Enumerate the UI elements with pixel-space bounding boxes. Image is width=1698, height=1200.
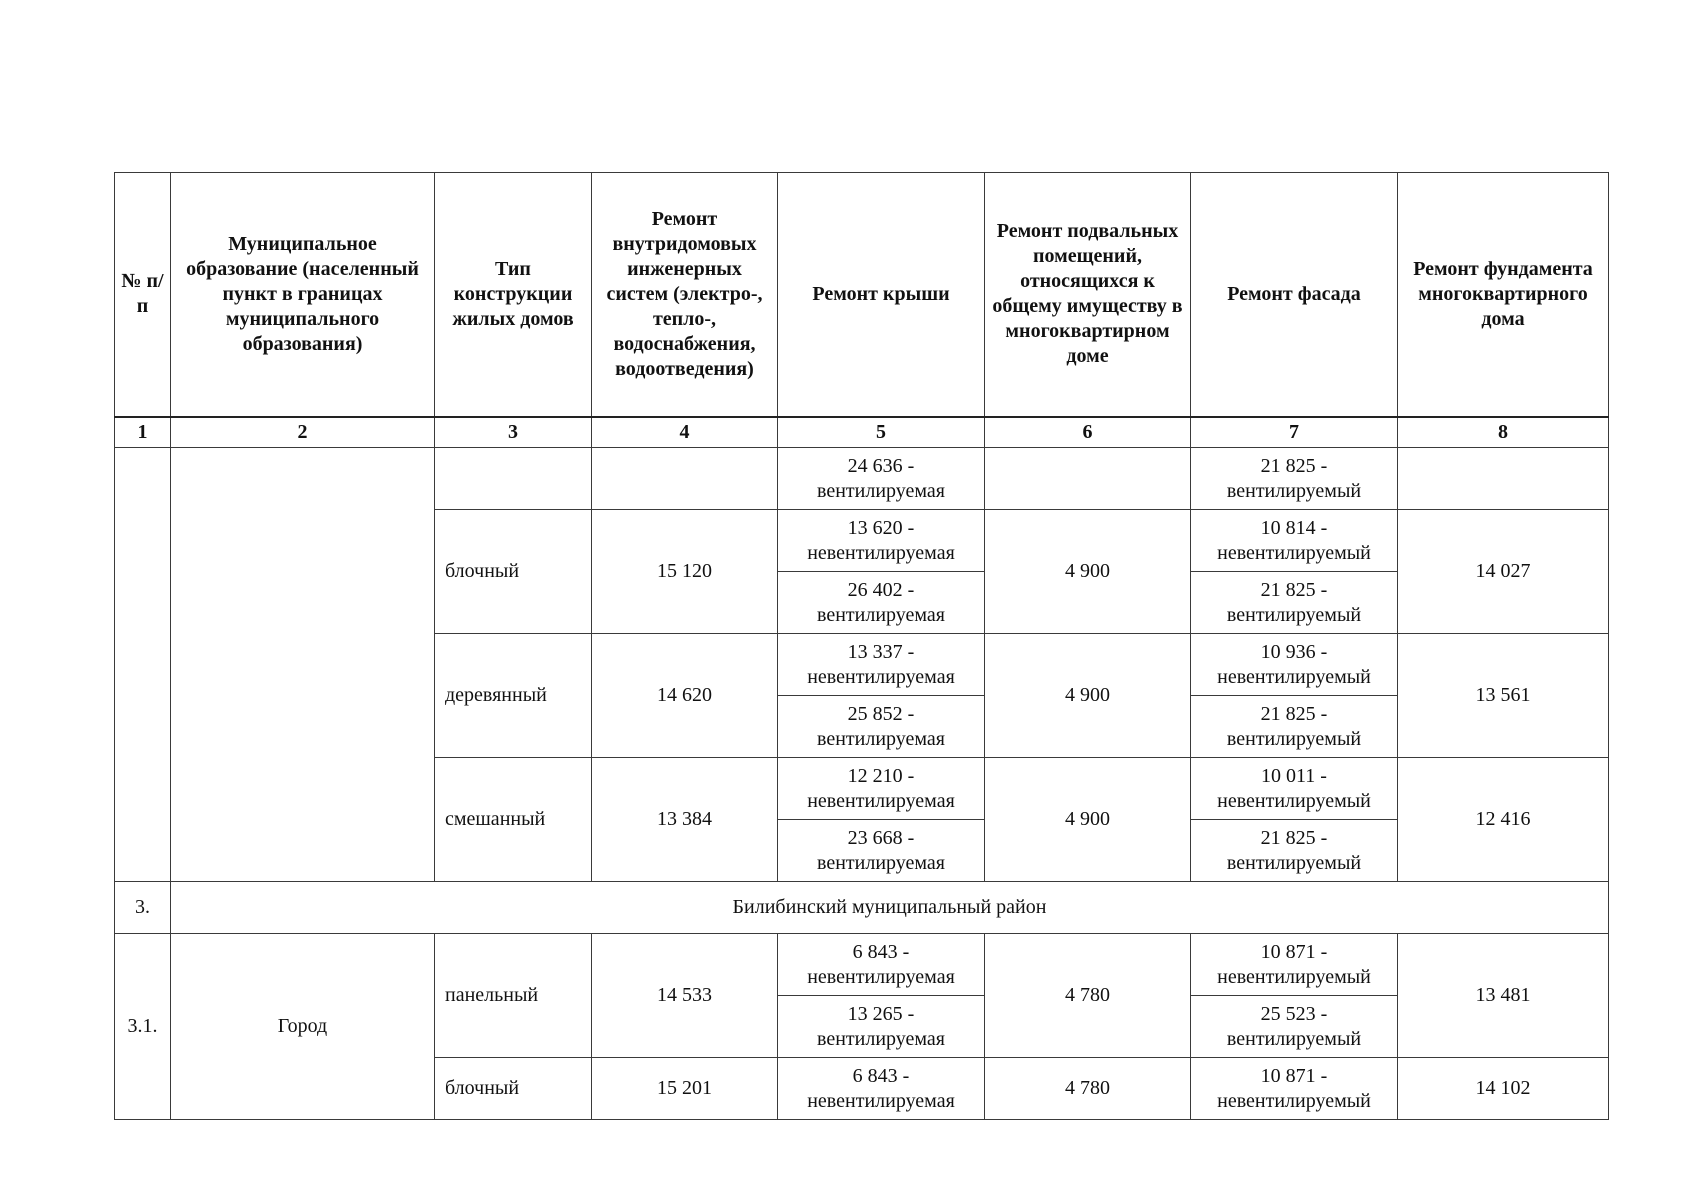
foundation-cell: 13 481 [1398,934,1609,1058]
header-foundation-repair: Ремонт фундамента многоквартирного дома [1398,173,1609,417]
basement-cell: 4 780 [985,1058,1191,1120]
roof-cell: 12 210 - невентилируемая [778,758,985,820]
column-number: 7 [1191,417,1398,448]
facade-cell: 10 936 - невентилируемый [1191,634,1398,696]
facade-cell: 10 871 - невентилируемый [1191,934,1398,996]
engineering-cell: 15 120 [592,510,778,634]
roof-cell: 13 337 - невентилируемая [778,634,985,696]
facade-cell: 25 523 - вентилируемый [1191,996,1398,1058]
roof-cell: 6 843 - невентилируемая [778,1058,985,1120]
facade-cell: 10 814 - невентилируемый [1191,510,1398,572]
roof-cell: 6 843 - невентилируемая [778,934,985,996]
engineering-cell: 14 620 [592,634,778,758]
column-number: 2 [171,417,435,448]
facade-cell: 10 871 - невентилируемый [1191,1058,1398,1120]
basement-cell: 4 780 [985,934,1191,1058]
basement-cell: 4 900 [985,758,1191,882]
tariff-table-page [114,172,1608,1120]
foundation-cell: 14 027 [1398,510,1609,634]
municipality-cell: Город [171,934,435,1120]
header-construction-type: Тип конструкции жилых домов [435,173,592,417]
column-number: 1 [115,417,171,448]
basement-cell-empty [985,448,1191,510]
facade-cell: 21 825 - вентилируемый [1191,448,1398,510]
engineering-cell: 13 384 [592,758,778,882]
type-cell-empty [435,448,592,510]
roof-cell: 26 402 - вентилируемая [778,572,985,634]
header-facade-repair: Ремонт фасада [1191,173,1398,417]
engineering-cell: 15 201 [592,1058,778,1120]
header-basement-repair: Ремонт подвальных помещений, относящихся к общему имуществу в многоквартирном доме [985,173,1191,417]
column-number: 4 [592,417,778,448]
region-name: Билибинский муниципальный район [171,882,1609,934]
engineering-cell-empty [592,448,778,510]
facade-cell: 21 825 - вентилируемый [1191,572,1398,634]
type-cell: деревянный [435,634,592,758]
roof-cell: 23 668 - вентилируемая [778,820,985,882]
basement-cell: 4 900 [985,634,1191,758]
facade-cell: 21 825 - вентилируемый [1191,820,1398,882]
roof-cell: 13 265 - вентилируемая [778,996,985,1058]
type-cell: панельный [435,934,592,1058]
basement-cell: 4 900 [985,510,1191,634]
column-number: 8 [1398,417,1609,448]
region-number: 3. [115,882,171,934]
number-cell-empty [115,448,171,882]
header-number: № п/п [115,173,171,417]
roof-cell: 13 620 - невентилируемая [778,510,985,572]
foundation-cell: 12 416 [1398,758,1609,882]
table-row [115,934,1609,996]
header-row [115,173,1609,417]
header-roof-repair: Ремонт крыши [778,173,985,417]
header-municipality: Муниципальное образование (населенный пункт в границах муниципального образования) [171,173,435,417]
foundation-cell: 13 561 [1398,634,1609,758]
region-row [115,882,1609,934]
facade-cell: 21 825 - вентилируемый [1191,696,1398,758]
foundation-cell: 14 102 [1398,1058,1609,1120]
type-cell: блочный [435,510,592,634]
type-cell: смешанный [435,758,592,882]
column-number: 3 [435,417,592,448]
engineering-cell: 14 533 [592,934,778,1058]
header-engineering-systems: Ремонт внутридомовых инженерных систем (электро-, тепло-, водоснабжения, водоотведения) [592,173,778,417]
foundation-cell-empty [1398,448,1609,510]
table-row [115,448,1609,510]
sub-number: 3.1. [115,934,171,1120]
repair-cost-table [114,172,1609,1120]
column-number-row [115,417,1609,448]
municipality-cell-empty [171,448,435,882]
type-cell: блочный [435,1058,592,1120]
roof-cell: 25 852 - вентилируемая [778,696,985,758]
column-number: 5 [778,417,985,448]
column-number: 6 [985,417,1191,448]
facade-cell: 10 011 - невентилируемый [1191,758,1398,820]
roof-cell: 24 636 - вентилируемая [778,448,985,510]
